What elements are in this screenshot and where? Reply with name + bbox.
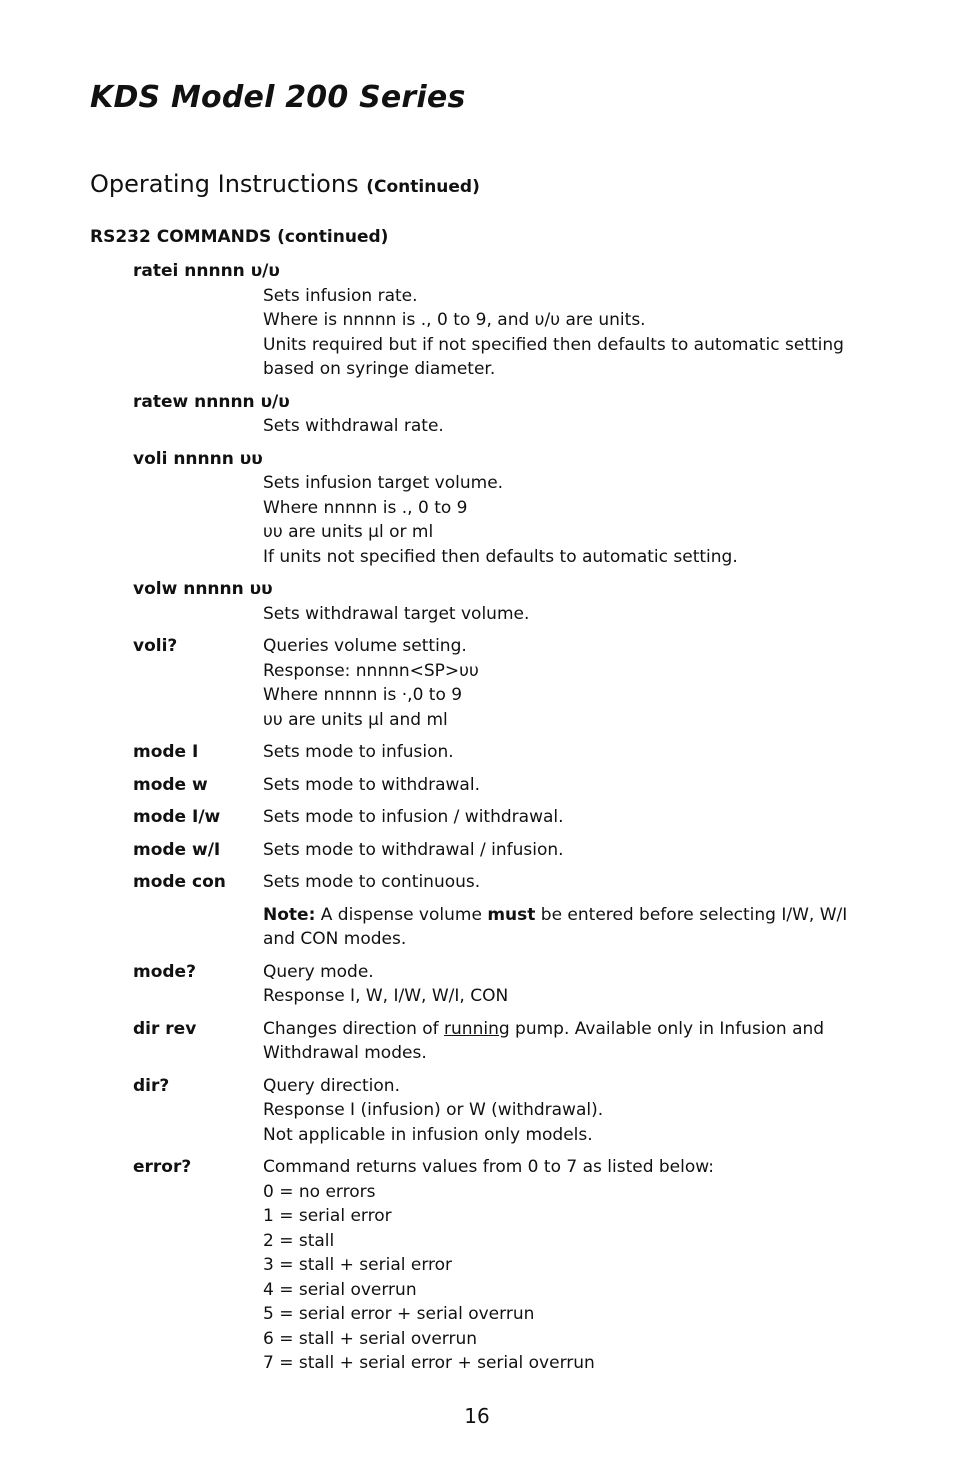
description-line: Where nnnnn is ·,0 to 9: [263, 685, 463, 705]
note-line: [263, 903, 863, 928]
description-line: Response I (infusion) or W (withdrawal).: [263, 1100, 604, 1120]
command-description: [263, 471, 863, 569]
error-code-line: 7 = stall + serial error + serial overrun: [263, 1353, 595, 1373]
command-volw: [133, 577, 863, 626]
command-name: dir?: [133, 1075, 170, 1096]
description-line: Sets infusion rate.: [263, 285, 418, 306]
section-title-suffix: (Continued): [366, 177, 480, 197]
command-description: [263, 1017, 824, 1066]
error-code-line: 5 = serial error + serial overrun: [263, 1304, 535, 1324]
description-line: Sets mode to withdrawal / infusion.: [263, 839, 564, 860]
command-description: [263, 414, 863, 439]
command-error-query: [133, 1155, 863, 1376]
command-list: [133, 259, 863, 1384]
error-code-line: 0 = no errors: [263, 1181, 376, 1202]
description-line: [263, 1017, 824, 1042]
command-name: mode con: [133, 872, 226, 892]
description-line: Where is nnnnn is ., 0 to 9, and υ/υ are units.: [263, 310, 646, 330]
description-line: Not applicable in infusion only models.: [263, 1124, 593, 1145]
command-description: [263, 838, 564, 863]
note-text-a: A dispense volume: [315, 904, 488, 925]
note-text-b: be entered before selecting I/W, W/I: [535, 904, 848, 925]
note-text: [263, 903, 863, 952]
description-line: υυ are units µl and ml: [263, 709, 448, 730]
description-line: Sets withdrawal target volume.: [263, 603, 530, 624]
command-name: mode I: [133, 742, 199, 762]
subheading: RS232 COMMANDS (continued): [90, 227, 389, 247]
command-name: mode I/w: [133, 807, 221, 827]
command-name: mode?: [133, 961, 196, 982]
command-description: [263, 284, 863, 382]
command-description: [263, 805, 564, 830]
command-mode-w: [133, 773, 863, 798]
command-description: [263, 870, 480, 895]
error-code-line: 6 = stall + serial overrun: [263, 1328, 478, 1349]
description-line: Sets mode to continuous.: [263, 872, 481, 892]
command-name: dir rev: [133, 1018, 197, 1039]
error-code-line: 1 = serial error: [263, 1206, 392, 1226]
error-code-line: 2 = stall: [263, 1230, 335, 1251]
command-dir-query: [133, 1074, 863, 1148]
description-line: Sets infusion target volume.: [263, 473, 504, 493]
command-name: mode w/I: [133, 839, 221, 860]
command-mode-query: [133, 960, 863, 1009]
document-title: KDS Model 200 Series: [90, 80, 466, 115]
command-name: voli nnnnn υυ: [133, 448, 263, 469]
description-line: Sets mode to infusion / withdrawal.: [263, 807, 564, 827]
command-ratew: [133, 390, 863, 439]
description-pre: Changes direction of: [263, 1018, 445, 1039]
description-line: Sets withdrawal rate.: [263, 416, 444, 436]
description-line: based on syringe diameter.: [263, 359, 496, 379]
command-mode-con: [133, 870, 863, 895]
section-title-text: Operating Instructions: [90, 170, 359, 198]
command-voli: [133, 447, 863, 570]
note-line: and CON modes.: [263, 929, 407, 949]
note-emphasis: must: [487, 904, 536, 925]
command-mode-i: [133, 740, 863, 765]
description-line: Response I, W, I/W, W/I, CON: [263, 986, 509, 1006]
description-line: Queries volume setting.: [263, 636, 467, 656]
command-voli-query: [133, 634, 863, 732]
error-code-line: 4 = serial overrun: [263, 1279, 417, 1300]
command-description: [263, 1155, 714, 1376]
command-description: [263, 602, 863, 627]
command-name: ratew nnnnn υ/υ: [133, 391, 290, 412]
command-name: voli?: [133, 636, 178, 656]
underlined-word: running: [444, 1018, 510, 1039]
description-line: Query direction.: [263, 1075, 400, 1096]
mode-note: [133, 903, 863, 952]
page-number: 16: [464, 1404, 490, 1428]
description-line: If units not specified then defaults to automatic setting.: [263, 546, 738, 567]
description-line: Query mode.: [263, 961, 374, 982]
description-line: Command returns values from 0 to 7 as listed below:: [263, 1157, 714, 1177]
description-line: υυ are units µl or ml: [263, 522, 434, 542]
command-description: [263, 1074, 603, 1148]
command-name: volw nnnnn υυ: [133, 579, 273, 599]
command-name: ratei nnnnn υ/υ: [133, 261, 280, 281]
command-name: mode w: [133, 774, 208, 795]
section-title: [90, 170, 480, 198]
description-line: Sets mode to withdrawal.: [263, 774, 480, 795]
description-line: Sets mode to infusion.: [263, 742, 454, 762]
command-mode-wi: [133, 838, 863, 863]
command-dir-rev: [133, 1017, 863, 1066]
command-description: [263, 773, 480, 798]
command-description: [263, 634, 479, 732]
description-line: Response: nnnnn<SP>υυ: [263, 660, 479, 681]
description-line: Where nnnnn is ., 0 to 9: [263, 497, 468, 518]
note-lead: Note:: [263, 904, 316, 925]
error-code-line: 3 = stall + serial error: [263, 1255, 453, 1275]
command-description: [263, 740, 454, 765]
command-name: error?: [133, 1157, 192, 1177]
command-description: [263, 960, 508, 1009]
description-post: pump. Available only in Infusion and: [509, 1018, 825, 1039]
command-ratei: [133, 259, 863, 382]
description-line: Units required but if not specified then defaults to automatic setting: [263, 334, 844, 355]
description-line: Withdrawal modes.: [263, 1043, 427, 1063]
command-mode-iw: [133, 805, 863, 830]
